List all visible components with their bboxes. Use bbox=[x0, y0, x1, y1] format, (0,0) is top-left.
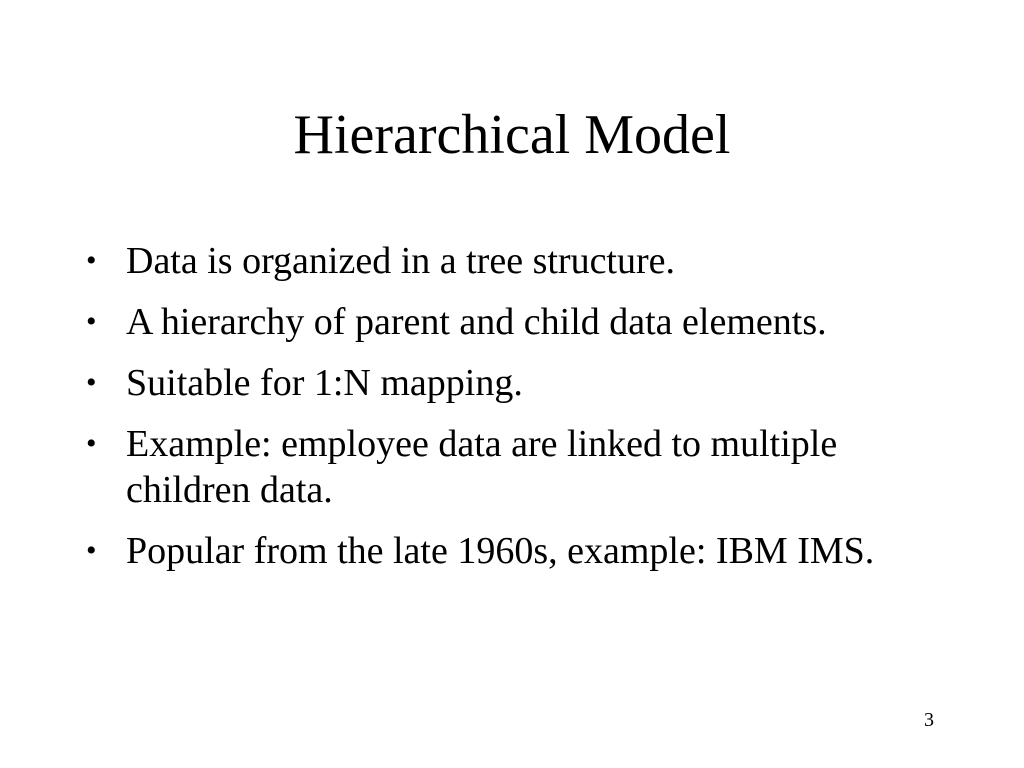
bullet-text: Example: employee data are linked to multiple children data. bbox=[126, 423, 838, 511]
bullet-text: Popular from the late 1960s, example: IBM IMS. bbox=[126, 530, 875, 572]
bullet-icon: • bbox=[86, 534, 97, 567]
bullet-icon: • bbox=[86, 366, 97, 399]
bullet-text: A hierarchy of parent and child data elements. bbox=[126, 301, 827, 343]
bullet-item bbox=[84, 360, 944, 406]
bullet-item bbox=[84, 528, 944, 574]
bullet-icon: • bbox=[86, 305, 97, 338]
bullet-item bbox=[84, 299, 944, 345]
slide-title: Hierarchical Model bbox=[293, 104, 731, 166]
bullet-icon: • bbox=[86, 427, 97, 460]
bullet-text: Suitable for 1:N mapping. bbox=[126, 362, 523, 404]
bullet-icon: • bbox=[86, 244, 97, 277]
bullet-text: Data is organized in a tree structure. bbox=[126, 240, 676, 282]
bullet-item bbox=[84, 421, 944, 513]
bullet-list bbox=[84, 238, 944, 589]
bullet-item bbox=[84, 238, 944, 284]
slide-number: 3 bbox=[924, 709, 934, 731]
